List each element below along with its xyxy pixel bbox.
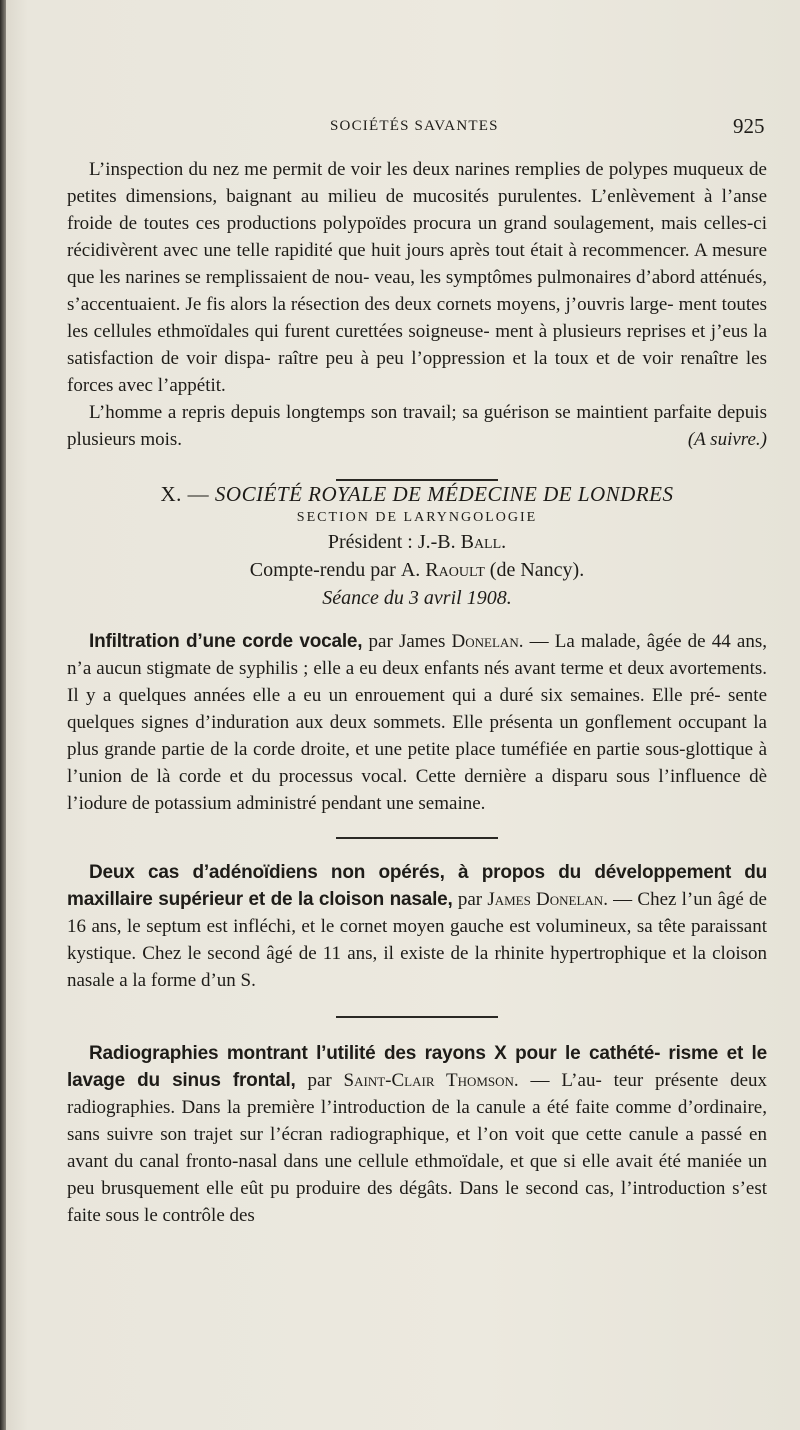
text-line: de la canule a été faite comme d’ordinaire, sans suivre son trajet sur	[67, 1097, 767, 1145]
paragraph-conclusion	[67, 399, 767, 453]
text-line: maintient parfaite depuis plusieurs mois.	[67, 402, 767, 450]
text-line: — La	[529, 631, 575, 652]
article-infiltration	[67, 628, 767, 817]
paragraph-inspection	[67, 156, 767, 399]
reporter-place: (de Nancy).	[489, 559, 585, 581]
article-by: par	[457, 889, 483, 910]
running-head: SOCIÉTÉS SAVANTES	[330, 118, 499, 134]
text-line: un gonflement occupant la plus grande partie de la corde droite,	[67, 712, 767, 760]
section-name: SOCIÉTÉ ROYALE DE MÉDECINE DE LONDRES	[214, 482, 674, 506]
text-line: de polypes muqueux de petites dimensions, baignant au milieu de	[67, 159, 767, 207]
text-line: du canal fronto-nasal dans une cellule ethmoïdale, et que si elle avait	[114, 1151, 653, 1172]
article-title: du maxillaire supérieur et de la cloison nasale,	[67, 862, 767, 910]
section-number: X. —	[160, 482, 210, 506]
book-spine-edge	[0, 0, 6, 1430]
page-body	[67, 156, 767, 1229]
text-line: Je fis alors la résection des deux cornets moyens, j’ouvris large-	[185, 294, 674, 315]
text-line: ment toutes les cellules ethmoïdales qui furent curettées soigneuse-	[67, 294, 767, 342]
article-title: Radiographies montrant l’utilité des rayons X pour le cathété-	[89, 1043, 661, 1064]
text-line: mucosités purulentes. L’enlèvement à l’anse froide de toutes ces	[67, 186, 768, 234]
report-prefix: Compte-rendu par	[249, 559, 396, 581]
text-line: années elle a eu un enrouement qui a duré six semaines. Elle pré-	[193, 685, 721, 706]
text-line: l’écran radiographique, et l’on voit que cette canule a passé en avant	[67, 1124, 767, 1172]
article-author: Saint-Clair Thomson.	[343, 1070, 519, 1091]
text-line: gauche est volumineux, sa tête paraissant kystique. Chez le	[67, 916, 768, 964]
text-line: récidivèrent avec une telle rapidité que huit jours après tout était à	[67, 240, 577, 261]
president-line	[67, 528, 767, 556]
page-header	[0, 114, 800, 140]
section-subtitle: SECTION DE LARYNGOLOGIE	[296, 510, 538, 525]
text-line: L’homme a repris depuis longtemps son travail; sa guérison se	[89, 402, 571, 423]
text-line: productions polypoïdes procura un grand soulagement, mais celles-ci	[226, 213, 767, 234]
text-line: L’inspection du nez me permit de voir les deux narines remplies	[89, 159, 581, 180]
article-author: James Donelan.	[487, 889, 608, 910]
text-line: ment à plusieurs reprises et j’eus la satisfaction de voir dispa-	[67, 321, 768, 369]
text-line: — Chez l’un âgé de 16 ans, le septum est infléchi, et le cornet moyen	[67, 889, 767, 937]
text-line: sente quelques signes d’induration aux deux sommets. Elle présenta	[67, 685, 768, 733]
a-suivre-note: (A suivre.)	[687, 429, 767, 450]
article-by: par James	[368, 631, 446, 652]
page-number: 925	[733, 114, 765, 138]
article-adenoidiens	[67, 859, 767, 994]
text-line: deux enfants nés avant terme et deux avortements. Il y a quelques	[67, 658, 767, 706]
text-line: Dans le second cas, l’introduction s’est faite sous le contrôle des	[67, 1178, 767, 1226]
text-line: cloison nasale a la forme d’un S.	[67, 943, 767, 991]
text-line: veau, les symptômes pulmonaires d’abord atténués, s’accentuaient.	[67, 267, 767, 315]
article-title: Deux cas d’adénoïdiens non opérés, à propos du développement	[89, 862, 732, 883]
text-line: malade, âgée de 44 ans, n’a aucun stigmate de syphilis ; elle a eu	[67, 631, 768, 679]
president-label: Président :	[327, 531, 413, 553]
report-line	[67, 556, 767, 584]
article-radiographies	[67, 1040, 767, 1229]
text-line: second âgé de 11 ans, il existe de la rhinite hypertrophique et la	[207, 943, 706, 964]
text-line: été maniée un peu brusquement elle eût pu produire des dégâts.	[67, 1151, 768, 1199]
text-line: — L’au-	[530, 1070, 602, 1091]
text-line: avec l’appétit.	[118, 375, 226, 396]
president-name: J.-B. Ball.	[417, 531, 507, 553]
text-line: raître peu à peu l’oppression et la toux et de voir renaître les forces	[67, 348, 767, 396]
text-line: recommencer. A mesure que les narines se remplissaient de nou-	[67, 240, 768, 288]
reporter-name: A. Raoult	[400, 559, 485, 581]
divider-rule	[336, 1016, 498, 1018]
text-line: dè l’iodure de potassium administré pendant une semaine.	[67, 766, 768, 814]
article-by: par	[307, 1070, 332, 1091]
section-title	[67, 481, 767, 508]
article-title: Infiltration d’une corde vocale,	[89, 631, 363, 652]
article-title: risme et le lavage du sinus frontal,	[67, 1043, 767, 1091]
article-author: Donelan.	[451, 631, 524, 652]
text-line: corde et du processus vocal. Cette dernière a disparu sous l’influence	[178, 766, 741, 787]
divider-rule	[336, 837, 498, 839]
session-date: Séance du 3 avril 1908.	[322, 587, 512, 609]
text-line: et une petite place tuméfiée en partie sous-glottique à l’union de là	[67, 739, 768, 787]
text-line: teur présente deux radiographies. Dans la première l’introduction	[67, 1070, 768, 1118]
